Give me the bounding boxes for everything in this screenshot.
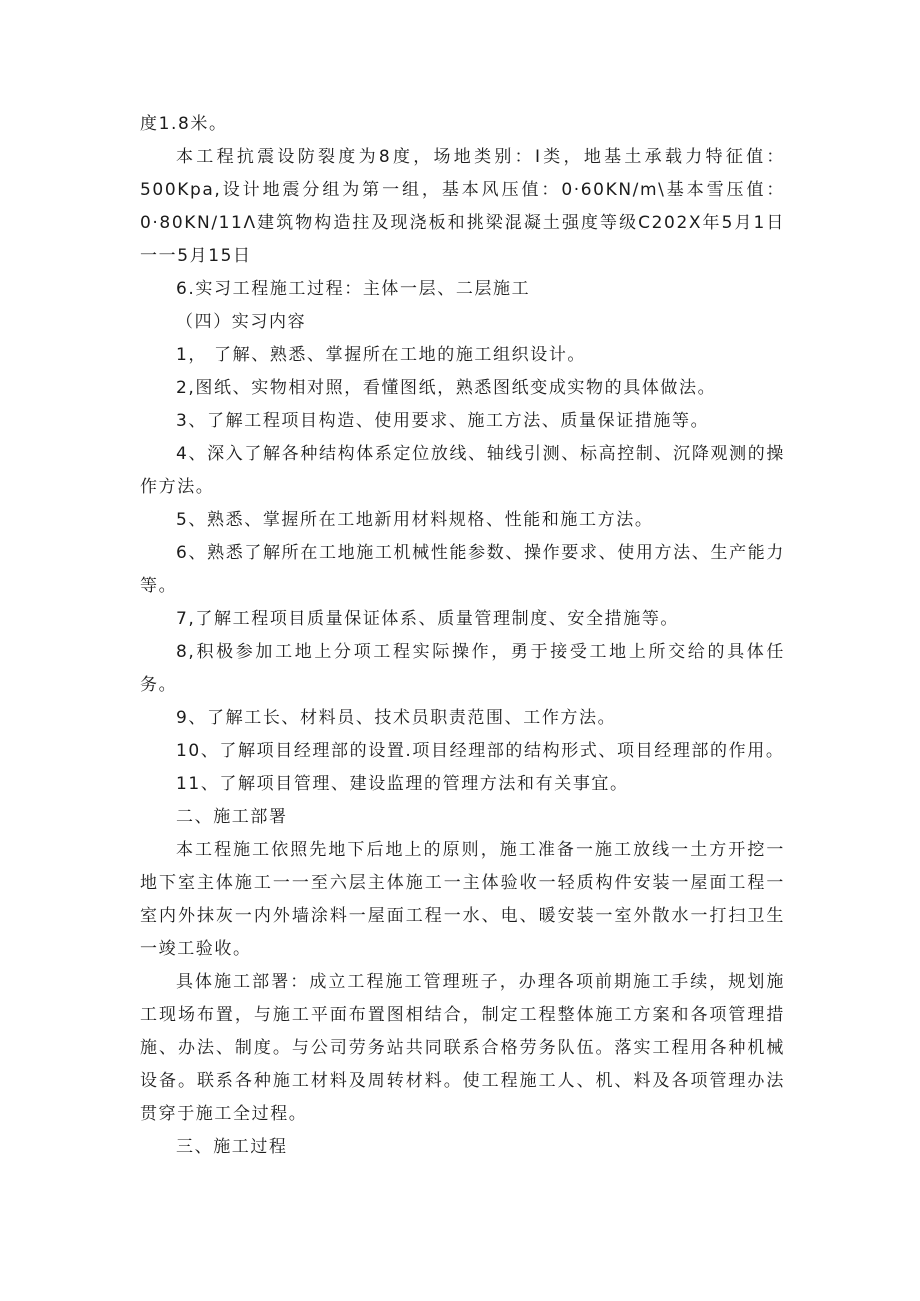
section-heading-construction-deployment: 二、施工部署 xyxy=(176,807,288,827)
list-item: 8,积极参加工地上分项工程实际操作，勇于接受工地上所交给的具体任务。 xyxy=(140,642,785,695)
paragraph-construction-sequence: 本工程施工依照先地下后地上的原则，施工准备一施工放线一土方开挖一地下室主体施工一一至六层主体施工一主体验收一轻质构件安装一屋面工程一室内外抹灰一内外墙涂料一屋面工程一水、电、暖安装一室外散水一打扫卫生一竣工验收。 xyxy=(140,840,785,959)
document-body xyxy=(140,108,785,1164)
list-item: 9、了解工长、材料员、技术员职责范围、工作方法。 xyxy=(176,708,617,728)
paragraph-construction-process: 6.实习工程施工过程：主体一层、二层施工 xyxy=(176,279,531,299)
paragraph-deployment-details: 具体施工部署：成立工程施工管理班子，办理各项前期施工手续，规划施工现场布置，与施工平面布置图相结合，制定工程整体施工方案和各项管理措施、办法、制度。与公司劳务站共同联系合格劳务队伍。落实工程用各种机械设备。联系各种施工材料及周转材料。使工程施工人、机、料及各项管理办法贯穿于施工全过程。 xyxy=(140,972,785,1124)
list-item: 3、了解工程项目构造、使用要求、施工方法、质量保证措施等。 xyxy=(176,411,710,431)
list-item: 1， 了解、熟悉、掌握所在工地的施工组织设计。 xyxy=(176,345,587,365)
list-item: 2,图纸、实物相对照，看懂图纸，熟悉图纸变成实物的具体做法。 xyxy=(176,378,717,398)
section-heading-construction-process: 三、施工过程 xyxy=(176,1137,288,1157)
list-item: 6、熟悉了解所在工地施工机械性能参数、操作要求、使用方法、生产能力等。 xyxy=(140,543,785,596)
paragraph-seismic-info: 本工程抗震设防裂度为8度，场地类别：Ⅰ类，地基土承载力特征值：500Kpa,设计地震分组为第一组，基本风压值：0·60KN∕m\基本雪压值：0·80KN∕11Λ建筑物构造拄及现浇板和挑梁混凝土强度等级C202X年5月1日一一5月15日 xyxy=(140,147,785,266)
list-item: 7,了解工程项目质量保证体系、质量管理制度、安全措施等。 xyxy=(176,609,680,629)
list-item: 11、了解项目管理、建设监理的管理方法和有关事宜。 xyxy=(176,774,629,794)
list-item: 10、了解项目经理部的设置.项目经理部的结构形式、项目经理部的作用。 xyxy=(176,741,785,761)
list-item: 4、深入了解各种结构体系定位放线、轴线引测、标高控制、沉降观测的操作方法。 xyxy=(140,444,785,497)
section-heading-internship-content: （四）实习内容 xyxy=(176,312,307,332)
paragraph-continuation: 度1.8米。 xyxy=(140,114,228,134)
list-item: 5、熟悉、掌握所在工地新用材料规格、性能和施工方法。 xyxy=(176,510,654,530)
